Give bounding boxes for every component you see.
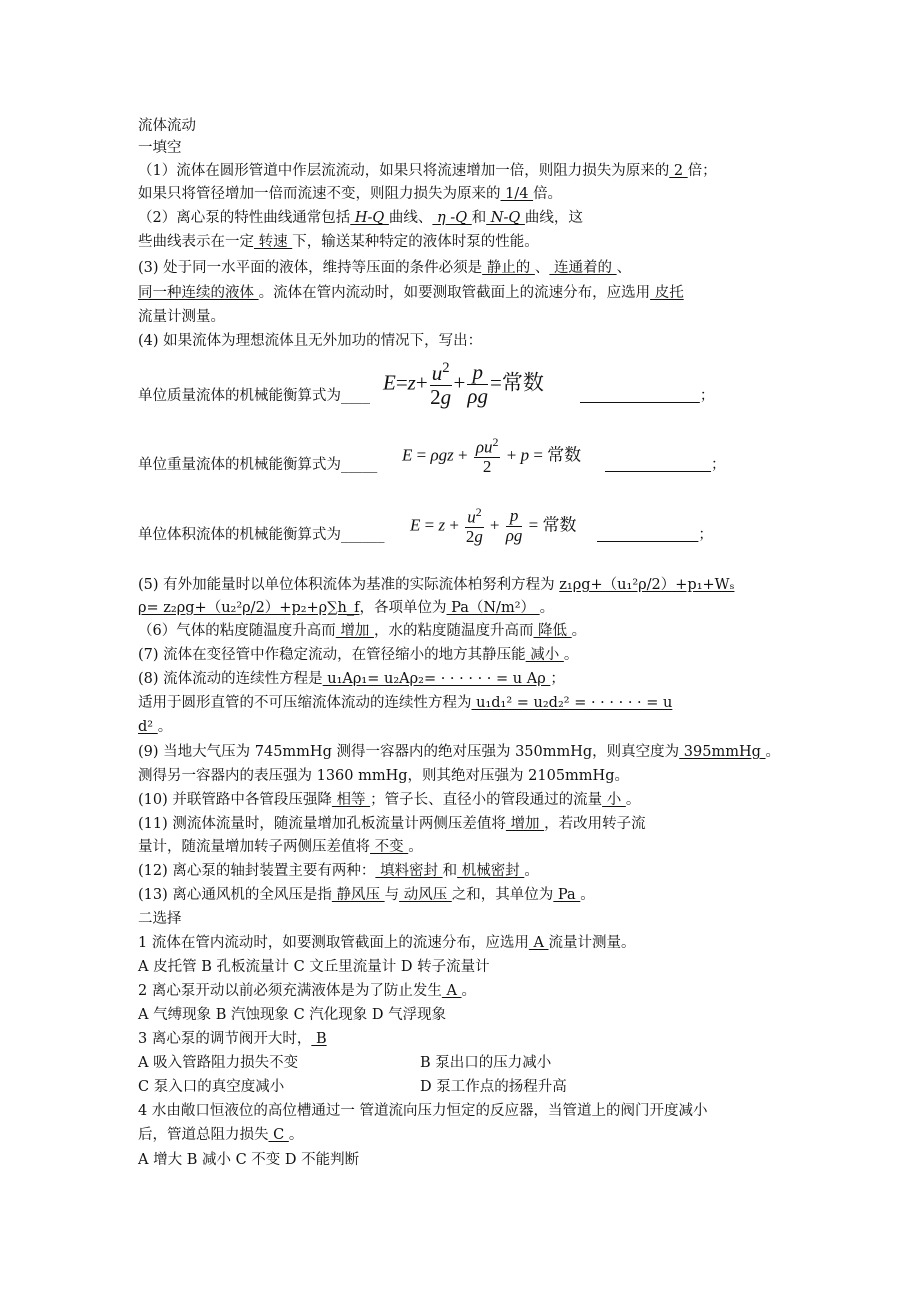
energy-eq-weight-label: 单位重量流体的机械能衡算式为_____ [138, 457, 378, 473]
answer: 不变 [370, 839, 409, 855]
answer: 相等 [331, 792, 371, 808]
answer: u₁d₁² = u₂d₂² = · · · · · · = u [471, 695, 673, 711]
question-12: (12) 离心泵的轴封装置主要有两种： 填料密封 和 机械密封 。 [138, 863, 539, 879]
answer: 皮托 [650, 285, 684, 301]
question-2-line-1: （2）离心泵的特性曲线通常包括 H-Q 曲线、 η -Q 和 N-Q 曲线，这 [138, 210, 583, 226]
answer: Pa [553, 887, 581, 903]
answer: 小 [602, 792, 626, 808]
answer: u₁Aρ₁= u₂Aρ₂= · · · · · · = u Aρ [322, 671, 551, 687]
question-10: (10) 并联管路中各管段压强降 相等 ；管子长、直径小的管段通过的流量 小 。 [138, 792, 641, 808]
answer: N-Q [486, 210, 525, 226]
energy-eq-weight-tail: ； [711, 457, 726, 473]
answer: H-Q [350, 210, 389, 226]
answer: z₁ρg+（u₁²ρ/2）+p₁+Wₛ [559, 577, 735, 593]
choice-2-options: A 气缚现象 B 汽蚀现象 C 汽化现象 D 气浮现象 [138, 1007, 447, 1023]
energy-eq-volume-label: 单位体积流体的机械能衡算式为______ [138, 527, 385, 543]
energy-eq-mass: E=z+ $\frac{u^2}{2g}$ + $\frac{p}{\rho g}$ =常数 [383, 360, 544, 410]
energy-eq-volume-tail: ； [698, 527, 713, 543]
answer: 1/4 [500, 186, 534, 202]
answer: 连通着的 [549, 260, 617, 276]
answer: A [441, 983, 462, 999]
question-8-line-1: (8) 流体流动的连续性方程是 u₁Aρ₁= u₂Aρ₂= · · · · · · = u Aρ ； [138, 671, 565, 687]
answer: C [268, 1127, 289, 1143]
answer: B [311, 1031, 327, 1047]
question-11-line-1: (11) 测流体流量时，随流量增加孔板流量计两侧压差值将 增加 ，若改用转子流 [138, 816, 646, 832]
choice-4-question-line-1: 4 水由敞口恒液位的高位槽通过一 管道流向压力恒定的反应器，当管道上的阀门开度减小 [138, 1103, 708, 1119]
choice-4-options: A 增大 B 减小 C 不变 D 不能判断 [138, 1152, 360, 1168]
energy-eq-weight: E = ρgz + $\frac{\rho u^2}{2}$ + p = 常数 [402, 435, 582, 477]
energy-eq-volume: E = z + $\frac{u^2}{2g}$ + $\frac{p}{\rho g}$ = 常数 [410, 505, 577, 547]
choice-1-options: A 皮托管 B 孔板流量计 C 文丘里流量计 D 转子流量计 [138, 959, 490, 975]
answer: Pa（N/m²） [446, 600, 540, 616]
question-13: (13) 离心通风机的全风压是指 静风压 与 动风压 之和，其单位为 Pa 。 [138, 887, 595, 903]
energy-eq-mass-label: 单位质量流体的机械能衡算式为____ [138, 388, 370, 404]
answer: A [528, 935, 549, 951]
choice-3-option-a: A 吸入管路阻力损失不变 [138, 1055, 299, 1071]
answer: 机械密封 [457, 863, 525, 879]
question-1-line-1: （1）流体在圆形管道中作层流流动，如果只将流速增加一倍，则阻力损失为原来的 2 倍； [138, 163, 717, 179]
answer: 静止的 [482, 260, 535, 276]
question-6: （6）气体的粘度随温度升高而 增加 ，水的粘度随温度升高而 降低 。 [138, 623, 587, 639]
question-5-line-1: (5) 有外加能量时以单位体积流体为基准的实际流体柏努利方程为 z₁ρg+（u₁²ρ/2）+p₁+Wₛ [138, 577, 735, 593]
answer: 增加 [335, 623, 374, 639]
answer: 转速 [254, 234, 293, 250]
choice-2-question: 2 离心泵开动以前必须充满液体是为了防止发生 A 。 [138, 983, 477, 999]
question-8-line-2: 适用于圆形直管的不可压缩流体流动的连续性方程为 u₁d₁² = u₂d₂² = · · · · · · = u [138, 695, 673, 711]
choice-3-option-d: D 泵工作点的扬程升高 [420, 1079, 567, 1095]
answer: 同一种连续的液体 [138, 285, 259, 301]
answer: 减小 [525, 647, 564, 663]
question-9-line-1: (9) 当地大气压为 745mmHg 测得一容器内的绝对压强为 350mmHg，则真空度为 395mmHg 。 [138, 744, 781, 760]
answer: 填料密封 [375, 863, 443, 879]
answer: d² [138, 719, 158, 735]
answer: 静风压 [331, 887, 385, 903]
question-5-line-2: ρ= z₂ρg+（u₂²ρ/2）+p₂+ρ∑h_f，各项单位为 Pa（N/m²） 。 [138, 600, 555, 616]
question-3-line-1: (3) 处于同一水平面的液体，维持等压面的条件必须是 静止的 、 连通着的 、 [138, 260, 632, 276]
answer: η -Q [432, 210, 472, 226]
section-fill-blank: 一填空 [138, 140, 182, 156]
answer: 降低 [533, 623, 572, 639]
answer: 2 [669, 163, 688, 179]
answer: 动风压 [399, 887, 452, 903]
choice-3-question: 3 离心泵的调节阀开大时， B [138, 1031, 327, 1047]
energy-eq-mass-tail: ； [699, 388, 715, 404]
choice-4-question-line-2: 后，管道总阻力损失 C 。 [138, 1127, 304, 1143]
question-9-line-2: 测得另一容器内的表压强为 1360 mmHg，则其绝对压强为 2105mmHg。 [138, 768, 629, 784]
question-11-line-2: 量计，随流量增加转子两侧压差值将 不变 。 [138, 839, 423, 855]
question-3-line-3: 流量计测量。 [138, 309, 225, 325]
answer: ρ= z₂ρg+（u₂²ρ/2）+p₂+ρ∑h_f [138, 600, 360, 616]
answer: 395mmHg [679, 744, 766, 760]
doc-title: 流体流动 [138, 118, 196, 134]
section-choice: 二选择 [138, 911, 182, 927]
question-3-line-2: 同一种连续的液体 。流体在管内流动时，如要测取管截面上的流速分布，应选用 皮托 [138, 285, 684, 301]
choice-1-question: 1 流体在管内流动时，如要测取管截面上的流速分布，应选用 A 流量计测量。 [138, 935, 636, 951]
choice-3-option-b: B 泵出口的压力减小 [420, 1055, 552, 1071]
choice-3-option-c: C 泵入口的真空度减小 [138, 1079, 285, 1095]
question-4-intro: (4) 如果流体为理想流体且无外加功的情况下，写出： [138, 333, 483, 349]
question-1-line-2: 如果只将管径增加一倍而流速不变，则阻力损失为原来的 1/4 倍。 [138, 186, 563, 202]
question-2-line-2: 些曲线表示在一定 转速 下，输送某种特定的液体时泵的性能。 [138, 234, 539, 250]
question-8-line-3: d² 。 [138, 719, 173, 735]
answer: 增加 [505, 816, 545, 832]
question-7: (7) 流体在变径管中作稳定流动，在管径缩小的地方其静压能 减小 。 [138, 647, 579, 663]
